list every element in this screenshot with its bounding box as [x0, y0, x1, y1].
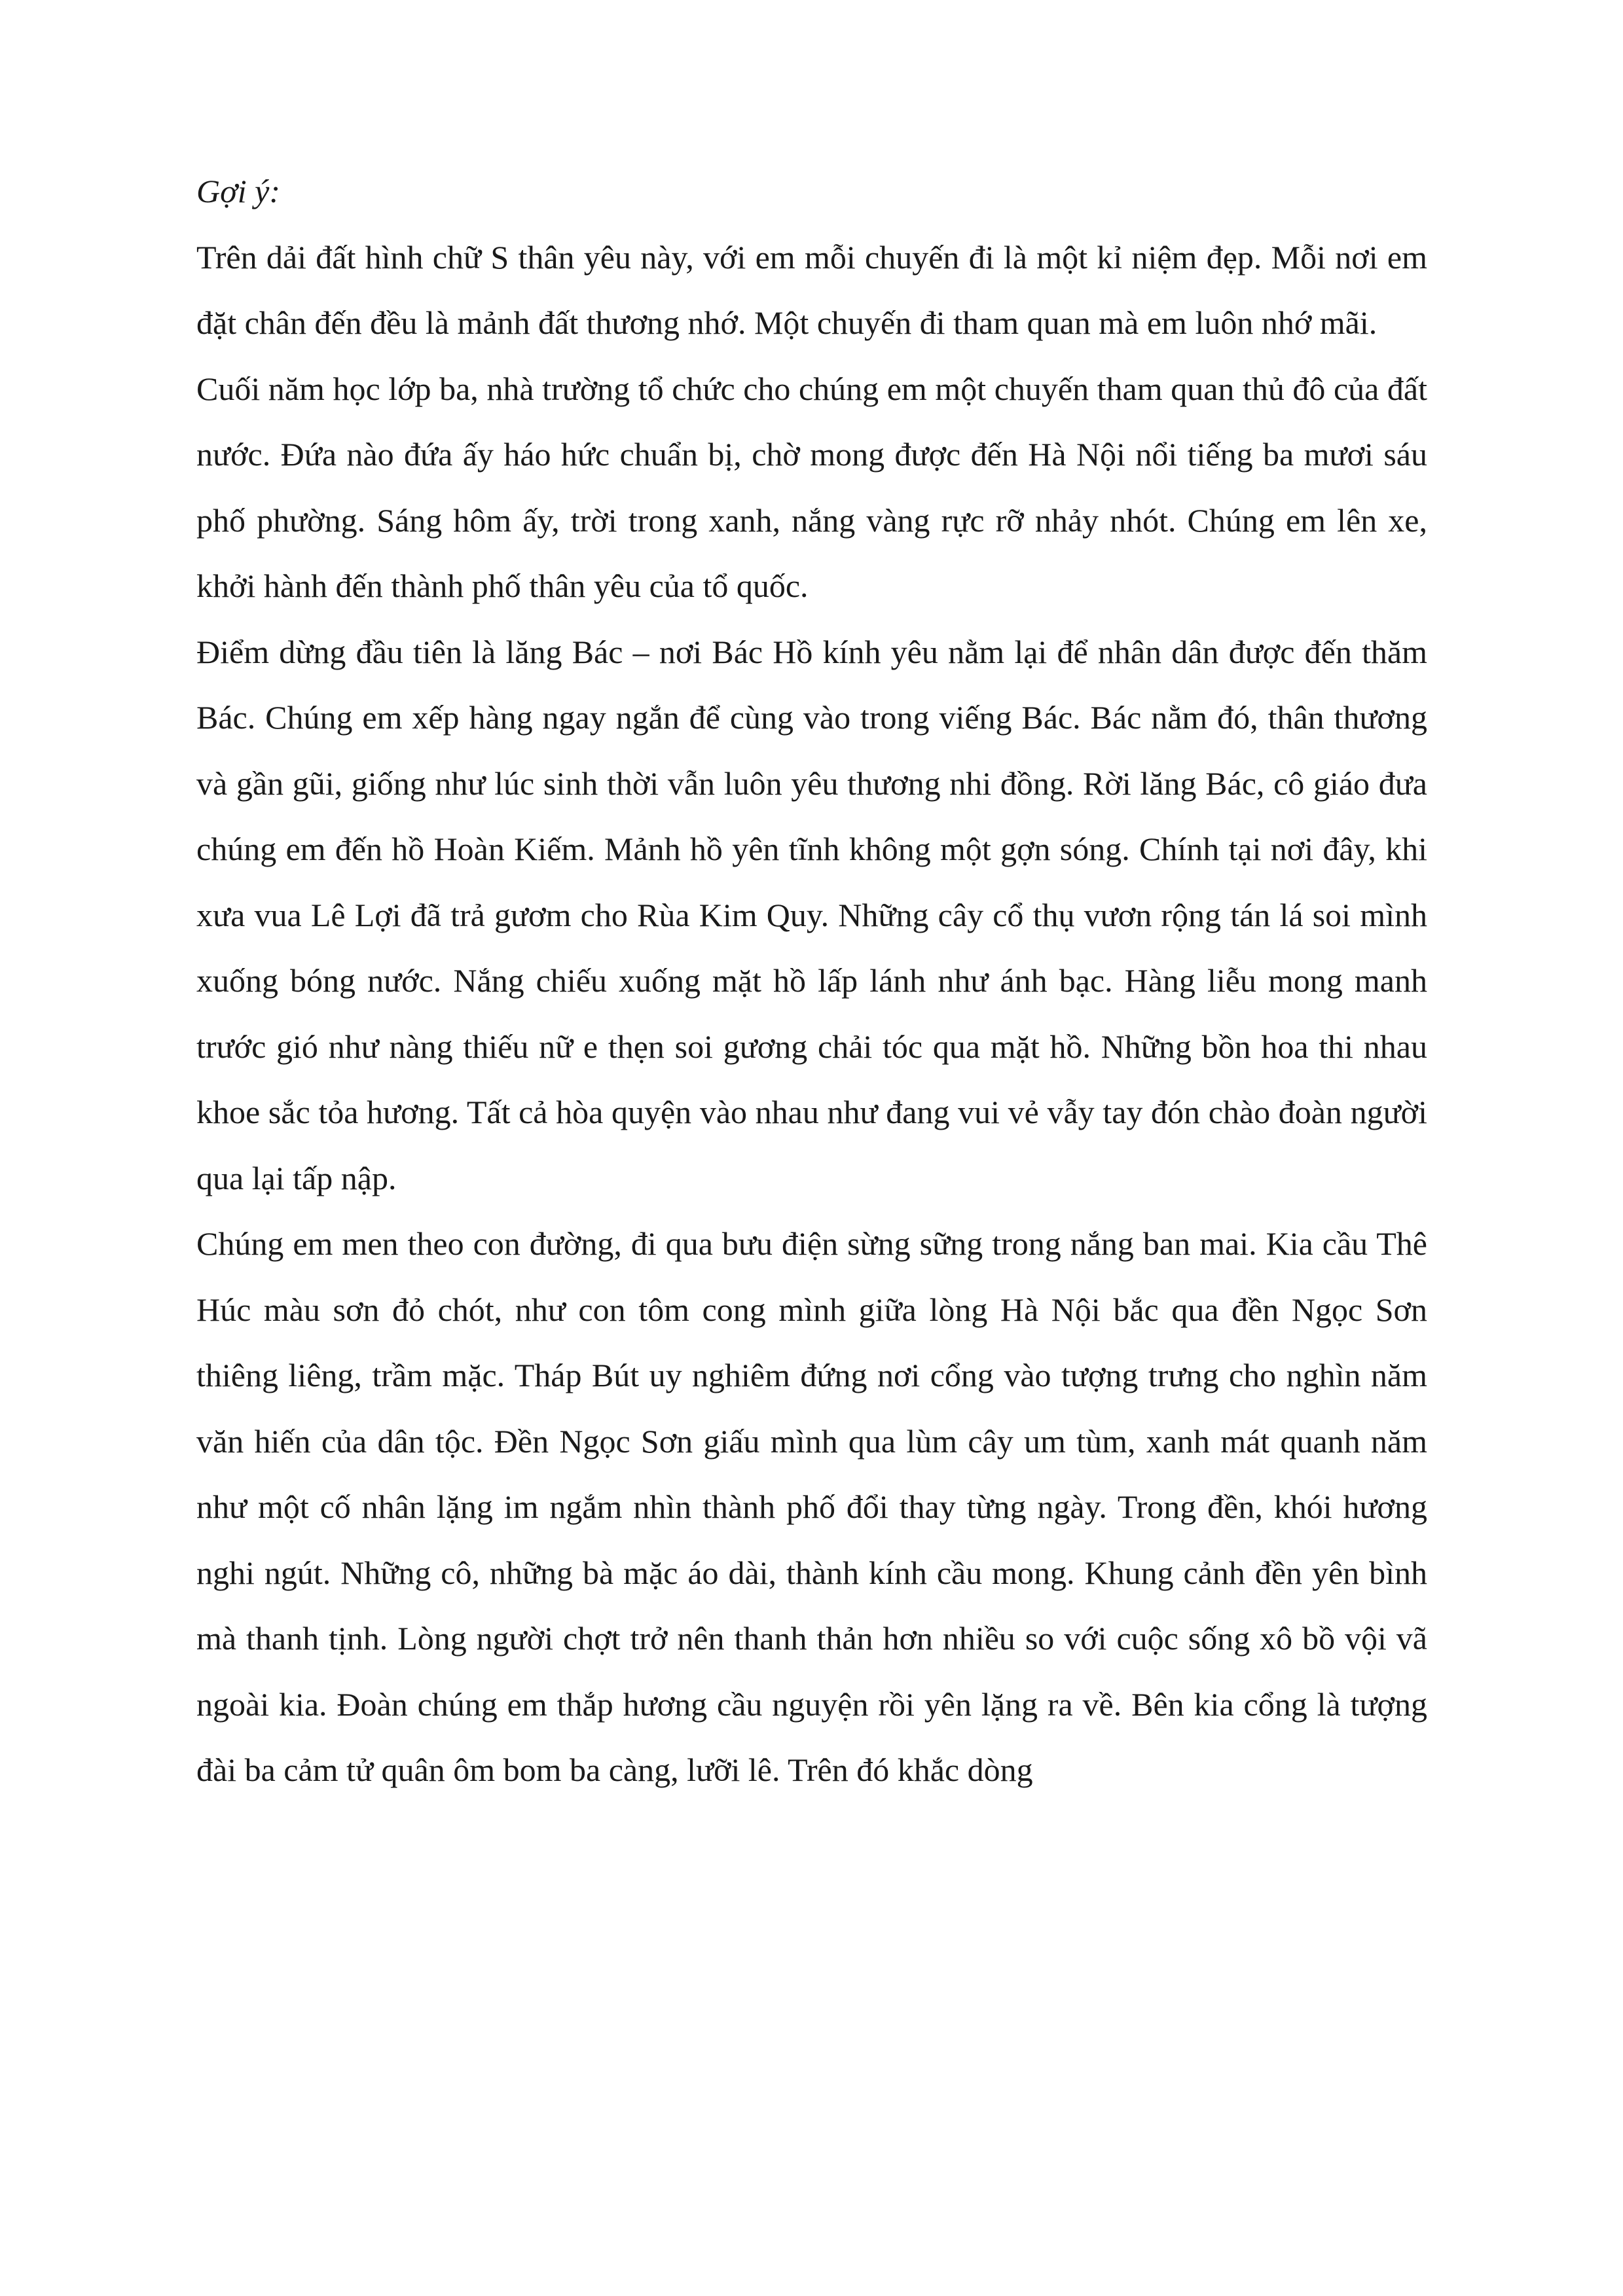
document-body — [196, 158, 1427, 1803]
paragraph-intro: Trên dải đất hình chữ S thân yêu này, với em mỗi chuyến đi là một kỉ niệm đẹp. Mỗi nơi em đặt chân đến đều là mảnh đất thương nhớ. Một chuyến đi tham quan mà em luôn nhớ mãi. — [196, 238, 1427, 341]
hint-label: Gợi ý: — [196, 173, 281, 209]
paragraph-ngoc-son-temple: Chúng em men theo con đường, đi qua bưu điện sừng sững trong nắng ban mai. Kia cầu Thê Húc màu sơn đỏ chót, như con tôm cong mình giữa lòng Hà Nội bắc qua đền Ngọc Sơn thiêng liêng, trầm mặc. Tháp Bút uy nghiêm đứng nơi cổng vào tượng trưng cho nghìn năm văn hiến của dân tộc. Đền Ngọc Sơn giấu mình qua lùm cây um tùm, xanh mát quanh năm như một cố nhân lặng im ngắm nhìn thành phố đổi thay từng ngày. Trong đền, khói hương nghi ngút. Những cô, những bà mặc áo dài, thành kính cầu mong. Khung cảnh đền yên bình mà thanh tịnh. Lòng người chợt trở nên thanh thản hơn nhiều so với cuộc sống xô bồ vội vã ngoài kia. Đoàn chúng em thắp hương cầu nguyện rồi yên lặng ra về. Bên kia cổng là tượng đài ba cảm tử quân ôm bom ba càng, lưỡi lê. Trên đó khắc dòng — [196, 1225, 1427, 1788]
paragraph-mausoleum-lake: Điểm dừng đầu tiên là lăng Bác – nơi Bác Hồ kính yêu nằm lại để nhân dân được đến thăm Bác. Chúng em xếp hàng ngay ngắn để cùng vào trong viếng Bác. Bác nằm đó, thân thương và gần gũi, giống như lúc sinh thời vẫn luôn yêu thương nhi đồng. Rời lăng Bác, cô giáo đưa chúng em đến hồ Hoàn Kiếm. Mảnh hồ yên tĩnh không một gợn sóng. Chính tại nơi đây, khi xưa vua Lê Lợi đã trả gươm cho Rùa Kim Quy. Những cây cổ thụ vươn rộng tán lá soi mình xuống bóng nước. Nắng chiếu xuống mặt hồ lấp lánh như ánh bạc. Hàng liễu mong manh trước gió như nàng thiếu nữ e thẹn soi gương chải tóc qua mặt hồ. Những bồn hoa thi nhau khoe sắc tỏa hương. Tất cả hòa quyện vào nhau như đang vui vẻ vẫy tay đón chào đoàn người qua lại tấp nập. — [196, 633, 1427, 1196]
paragraph-trip-start: Cuối năm học lớp ba, nhà trường tổ chức cho chúng em một chuyến tham quan thủ đô của đất nước. Đứa nào đứa ấy háo hức chuẩn bị, chờ mong được đến Hà Nội nổi tiếng ba mươi sáu phố phường. Sáng hôm ấy, trời trong xanh, nắng vàng rực rỡ nhảy nhót. Chúng em lên xe, khởi hành đến thành phố thân yêu của tổ quốc. — [196, 370, 1427, 604]
